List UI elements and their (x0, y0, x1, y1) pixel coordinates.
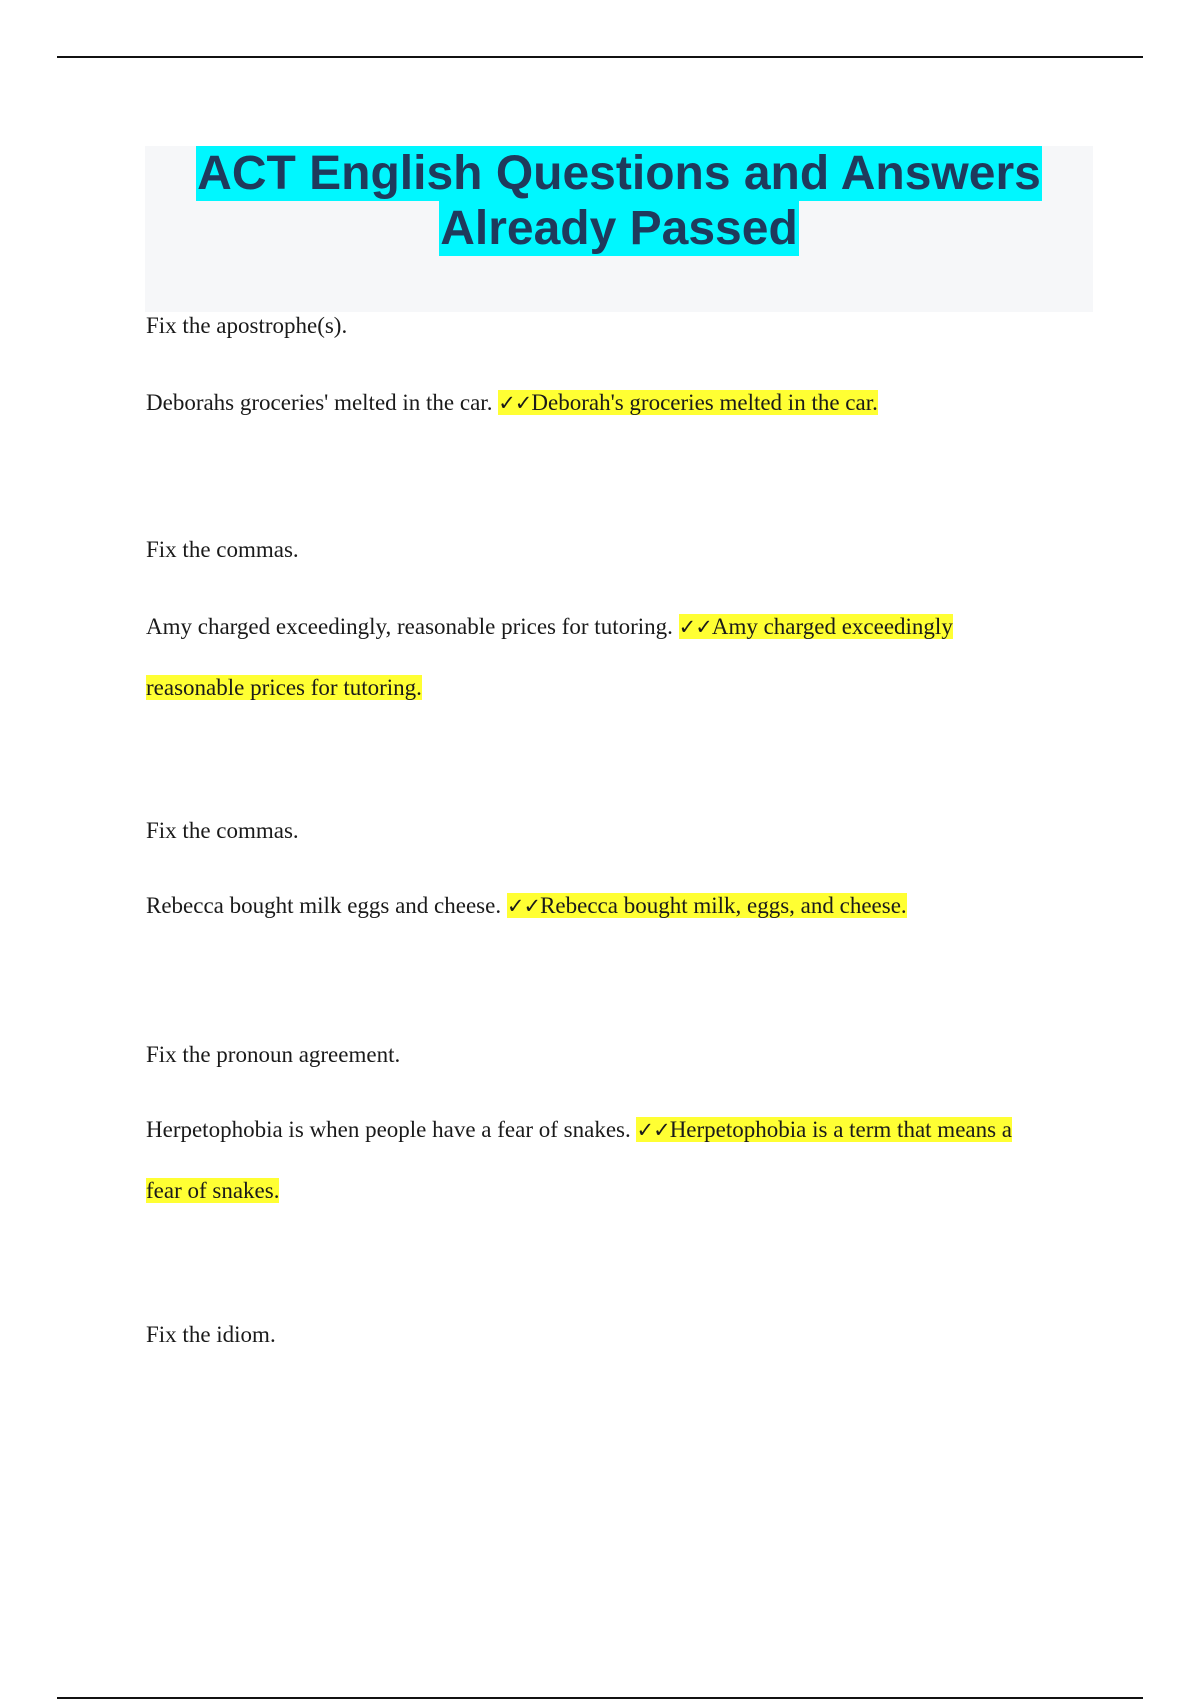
answer-text: Amy charged exceedingly (711, 614, 953, 639)
question-prompt (146, 295, 347, 356)
prompt-text: Fix the commas. (146, 818, 299, 843)
answer-text: Herpetophobia is a term that means a (669, 1117, 1013, 1142)
answer-text: Rebecca bought milk, eggs, and cheese. (540, 893, 907, 918)
answer-highlight (507, 893, 907, 918)
prompt-text: Fix the pronoun agreement. (146, 1042, 401, 1067)
answer-text: fear of snakes. (146, 1178, 280, 1203)
question-prompt (146, 1024, 400, 1085)
check-mark-icon: ✓✓ (636, 1118, 670, 1142)
check-mark-icon: ✓✓ (498, 391, 532, 415)
answer-continuation (146, 657, 422, 718)
question-line (146, 875, 907, 937)
check-mark-icon: ✓✓ (506, 894, 541, 918)
question-text: Amy charged exceedingly, reasonable prices for tutoring. (146, 614, 673, 639)
question-line (146, 372, 878, 434)
answer-text: reasonable prices for tutoring. (146, 675, 422, 700)
title-block (145, 146, 1093, 312)
answer-highlight (636, 1117, 1012, 1142)
title-line-1: ACT English Questions and Answers (197, 147, 1041, 200)
question-prompt (146, 519, 299, 580)
header-rule (57, 56, 1143, 58)
prompt-text: Fix the idiom. (146, 1322, 276, 1347)
question-text: Deborahs groceries' melted in the car. (146, 390, 493, 415)
check-mark-icon: ✓✓ (678, 615, 712, 639)
answer-continuation (146, 1160, 279, 1221)
prompt-text: Fix the commas. (146, 537, 299, 562)
question-prompt (146, 800, 299, 861)
question-line (146, 1099, 1012, 1161)
question-line (146, 596, 953, 658)
answer-highlight (679, 614, 953, 639)
title-line-2: Already Passed (440, 202, 798, 255)
footer-rule (57, 1697, 1143, 1699)
question-text: Herpetophobia is when people have a fear of snakes. (146, 1117, 631, 1142)
question-prompt (146, 1304, 276, 1365)
document-title (145, 146, 1093, 256)
question-text: Rebecca bought milk eggs and cheese. (146, 893, 502, 918)
answer-highlight (498, 390, 878, 415)
answer-text: Deborah's groceries melted in the car. (531, 390, 878, 415)
prompt-text: Fix the apostrophe(s). (146, 313, 348, 338)
